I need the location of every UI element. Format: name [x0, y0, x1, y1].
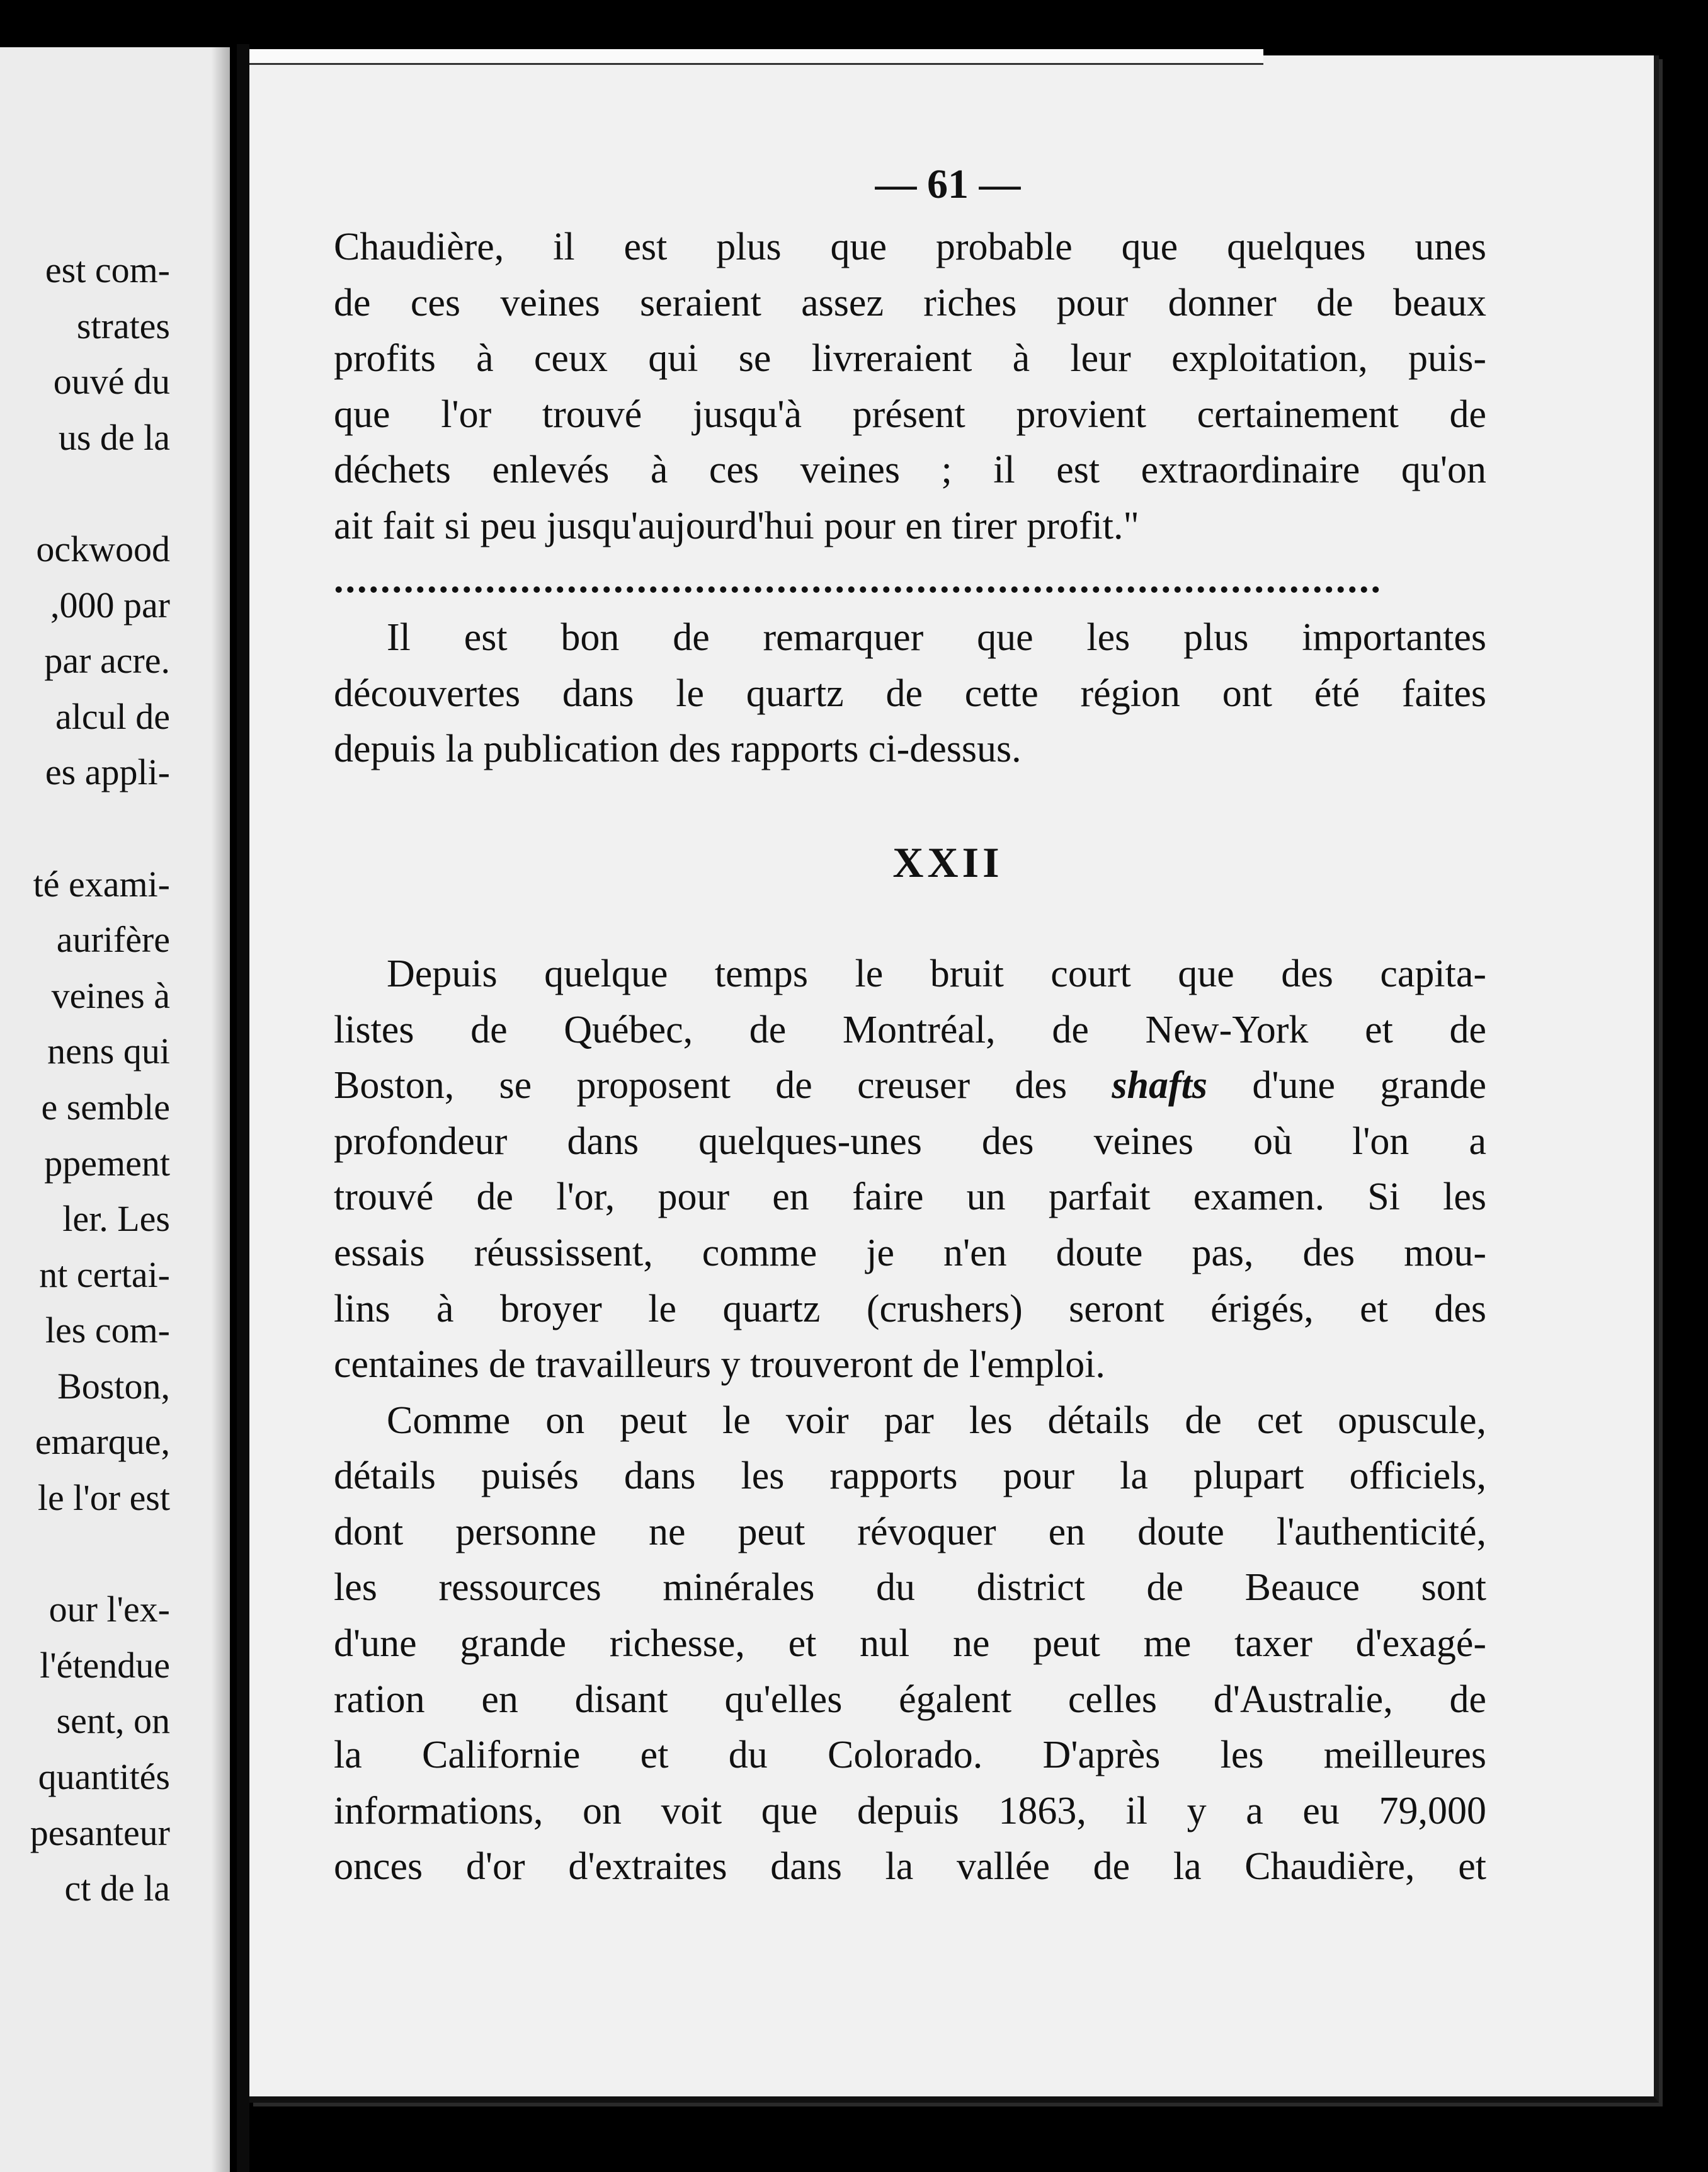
text-line: centaines de travailleurs y trouveront de l'emploi. — [334, 1343, 1105, 1386]
left-line: es appli- — [45, 752, 170, 793]
left-line — [0, 1526, 170, 1582]
left-line: sent, on — [56, 1700, 170, 1742]
text-line: Chaudière, il est plus que probable que quelques unes — [334, 226, 1486, 268]
left-line: les com- — [45, 1310, 170, 1351]
text-segment: Boston, se proposent de creuser des — [334, 1064, 1068, 1107]
section-heading: XXII — [892, 838, 1003, 886]
page-number: — 61 — — [875, 161, 1021, 207]
left-line — [0, 801, 170, 857]
left-line: nens qui — [47, 1031, 170, 1072]
left-line: té exami- — [33, 863, 170, 905]
left-facing-page — [0, 47, 230, 2172]
text-line: Comme on peut le voir par les détails de cet opuscule, — [387, 1398, 1486, 1442]
gutter-shadow — [211, 47, 230, 2172]
text-line — [334, 1058, 1486, 1114]
left-line — [0, 466, 170, 522]
left-line: alcul de — [55, 695, 170, 737]
left-line: l'étendue — [40, 1644, 170, 1686]
paragraph-conclusion — [334, 1393, 1486, 1895]
paragraph-capitalists — [334, 946, 1486, 1393]
left-page-text — [0, 243, 170, 1917]
text-line: ait fait si peu jusqu'aujourd'hui pour en tirer profit." — [334, 504, 1139, 547]
text-line: les ressources minérales du district de Beauce sont — [334, 1566, 1486, 1609]
left-line: le l'or est — [37, 1477, 170, 1519]
dotted-separator: .......................................................................................... — [334, 557, 1382, 601]
left-line: emarque, — [35, 1421, 170, 1463]
left-line: pesanteur — [30, 1812, 170, 1853]
binding-gutter — [237, 44, 249, 2172]
text-line: trouvé de l'or, pour en faire un parfait examen. Si les — [334, 1175, 1486, 1219]
left-line: par acre. — [44, 640, 170, 682]
left-line: e semble — [41, 1086, 170, 1128]
paragraph-remark — [334, 610, 1486, 777]
text-line: profondeur dans quelques-unes des veines où l'on a — [334, 1119, 1486, 1163]
text-line: détails puisés dans les rapports pour la plupart officiels, — [334, 1455, 1486, 1498]
left-line: ,000 par — [50, 584, 170, 626]
text-line: Il est bon de remarquer que les plus importantes — [387, 616, 1486, 660]
left-line: veines à — [51, 975, 170, 1016]
text-line: essais réussissent, comme je n'en doute pas, des mou- — [334, 1231, 1486, 1274]
book-page — [249, 55, 1659, 2103]
text-line: Depuis quelque temps le bruit court que des capita- — [387, 952, 1486, 995]
page-text-block — [334, 150, 1486, 1895]
text-line: de ces veines seraient assez riches pour donner de beaux — [334, 281, 1486, 324]
left-line: aurifère — [56, 919, 170, 961]
text-line: la Californie et du Colorado. D'après les meilleures — [334, 1734, 1486, 1777]
left-line: our l'ex- — [48, 1589, 170, 1630]
left-line: Boston, — [57, 1365, 170, 1407]
text-line: que l'or trouvé jusqu'à présent provient certainement de — [334, 392, 1486, 436]
paragraph-quote-end — [334, 219, 1486, 554]
text-line: ration en disant qu'elles égalent celles d'Australie, de — [334, 1678, 1486, 1721]
text-line: d'une grande richesse, et nul ne peut me taxer d'exagé- — [334, 1622, 1486, 1666]
left-line: us de la — [58, 416, 170, 458]
text-line: informations, on voit que depuis 1863, il y a eu 79,000 — [334, 1789, 1486, 1832]
text-line: dont personne ne peut révoquer en doute l'authenticité, — [334, 1510, 1486, 1553]
left-line: nt certai- — [39, 1254, 170, 1295]
italic-term: shafts — [1112, 1064, 1207, 1107]
left-line: quantités — [38, 1756, 170, 1798]
text-line: depuis la publication des rapports ci-dessus. — [334, 728, 1022, 771]
text-segment: d'une grande — [1252, 1064, 1486, 1107]
left-line: ockwood — [36, 528, 170, 569]
text-line: lins à broyer le quartz (crushers) seront érigés, et des — [334, 1287, 1486, 1330]
left-line: ct de la — [64, 1868, 170, 1909]
text-line: profits à ceux qui se livreraient à leur exploitation, puis- — [334, 337, 1486, 380]
text-line: découvertes dans le quartz de cette région ont été faites — [334, 672, 1486, 715]
left-line: est com- — [45, 249, 170, 290]
left-line: ppement — [44, 1142, 170, 1184]
text-line: onces d'or d'extraites dans la vallée de la Chaudière, et — [334, 1845, 1486, 1889]
left-line: ler. Les — [62, 1198, 170, 1240]
left-line: ouvé du — [53, 361, 170, 403]
text-line: déchets enlevés à ces veines ; il est extraordinaire qu'on — [334, 449, 1486, 492]
page-top-edge — [249, 49, 1263, 65]
text-line: listes de Québec, de Montréal, de New-York et de — [334, 1008, 1486, 1051]
left-line: strates — [76, 305, 170, 346]
